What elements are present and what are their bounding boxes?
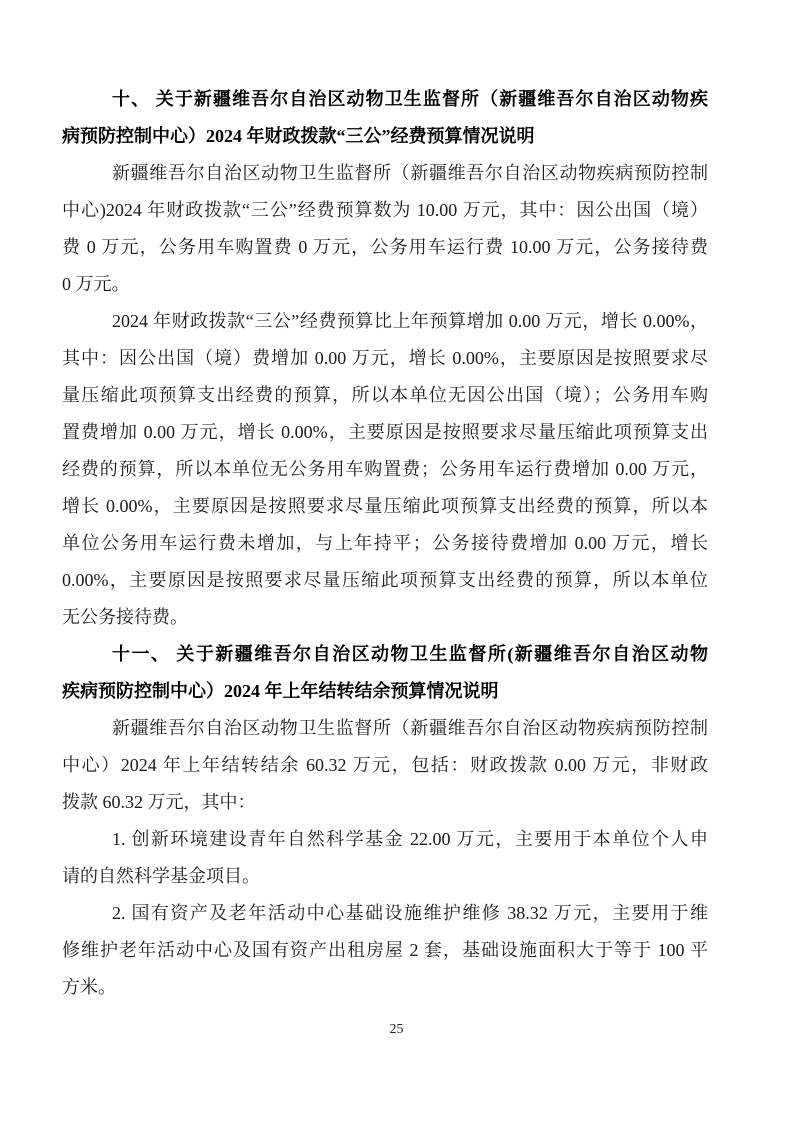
text-line: 请的自然科学基金项目。 <box>62 866 260 886</box>
document-body <box>62 81 708 1006</box>
text-line: 十、 关于新疆维吾尔自治区动物卫生监督所（新疆维吾尔自治区动物疾 <box>112 89 708 109</box>
text-line: 拨款 60.32 万元，其中： <box>62 792 256 812</box>
text-line: 0 万元。 <box>62 274 130 294</box>
text-line: 2. 国有资产及老年活动中心基础设施维护维修 38.32 万元，主要用于维 <box>112 903 708 923</box>
text-line: 增长 0.00%，主要原因是按照要求尽量压缩此项预算支出经费的预算，所以本 <box>62 496 708 516</box>
text-line: 经费的预算，所以本单位无公务用车购置费；公务用车运行费增加 0.00 万元， <box>62 459 708 479</box>
paragraph-sangong-budget-change <box>62 303 708 636</box>
section-heading-11 <box>62 636 708 710</box>
text-line: 疾病预防控制中心）2024 年上年结转结余预算情况说明 <box>62 681 499 701</box>
text-line: 方米。 <box>62 977 116 997</box>
page-number: 25 <box>389 1022 404 1037</box>
text-line: 新疆维吾尔自治区动物卫生监督所（新疆维吾尔自治区动物疾病预防控制 <box>112 718 708 738</box>
text-line: 修维护老年活动中心及国有资产出租房屋 2 套，基础设施面积大于等于 100 平 <box>62 940 708 960</box>
text-line: 无公务接待费。 <box>62 607 188 627</box>
text-line: 其中：因公出国（境）费增加 0.00 万元，增长 0.00%，主要原因是按照要求尽 <box>62 348 708 368</box>
text-line: 单位公务用车运行费未增加，与上年持平；公务接待费增加 0.00 万元，增长 <box>62 533 708 553</box>
text-line: 2024 年财政拨款“三公”经费预算比上年预算增加 0.00 万元，增长 0.00%， <box>112 311 708 331</box>
text-line: 置费增加 0.00 万元，增长 0.00%，主要原因是按照要求尽量压缩此项预算支出 <box>62 422 708 442</box>
text-line: 0.00%，主要原因是按照要求尽量压缩此项预算支出经费的预算，所以本单位 <box>62 570 708 590</box>
text-line: 新疆维吾尔自治区动物卫生监督所（新疆维吾尔自治区动物疾病预防控制 <box>112 163 708 183</box>
paragraph-carryover-item-2 <box>62 895 708 1006</box>
paragraph-carryover-total <box>62 710 708 821</box>
text-line: 十一、 关于新疆维吾尔自治区动物卫生监督所(新疆维吾尔自治区动物 <box>112 644 708 664</box>
text-line: 量压缩此项预算支出经费的预算，所以本单位无因公出国（境）；公务用车购 <box>62 385 708 405</box>
page-footer <box>0 1022 793 1038</box>
paragraph-carryover-item-1 <box>62 821 708 895</box>
text-line: 中心）2024 年上年结转结余 60.32 万元，包括：财政拨款 0.00 万元，非财政 <box>62 755 708 775</box>
text-line: 1. 创新环境建设青年自然科学基金 22.00 万元，主要用于本单位个人申 <box>112 829 708 849</box>
section-heading-10 <box>62 81 708 155</box>
text-line: 中心)2024 年财政拨款“三公”经费预算数为 10.00 万元，其中：因公出国（境） <box>62 200 708 220</box>
text-line: 病预防控制中心）2024 年财政拨款“三公”经费预算情况说明 <box>62 126 535 146</box>
text-line: 费 0 万元，公务用车购置费 0 万元，公务用车运行费 10.00 万元，公务接待费 <box>62 237 708 257</box>
paragraph-sangong-budget-total <box>62 155 708 303</box>
